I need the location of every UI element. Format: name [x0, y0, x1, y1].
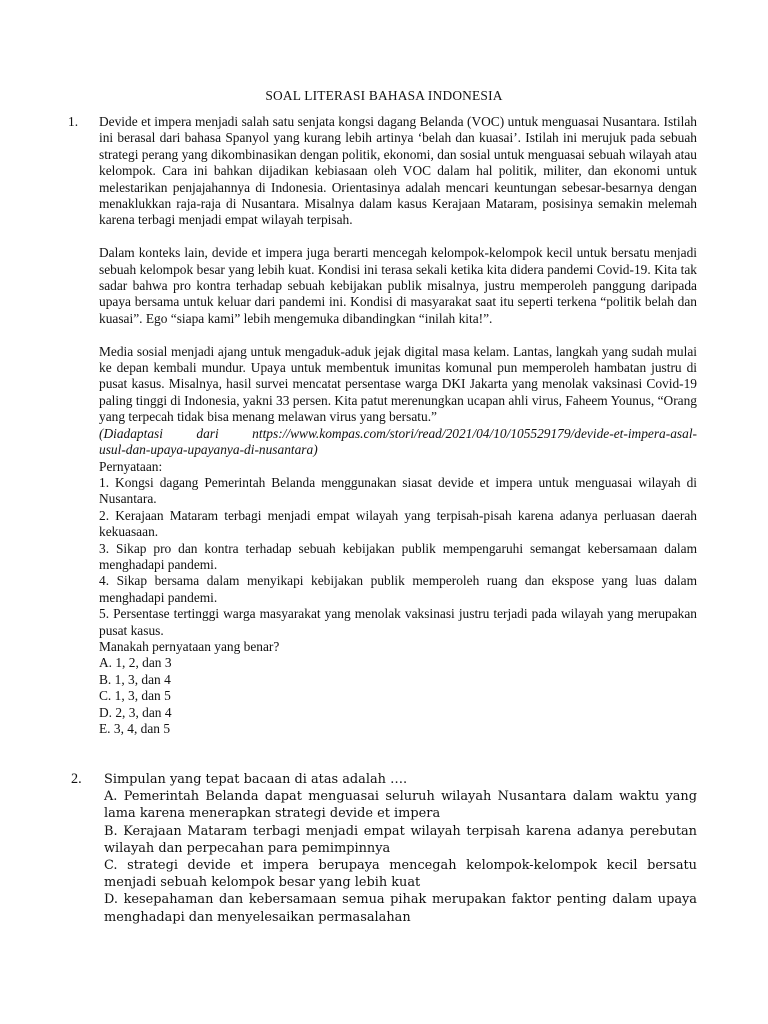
question-1-number: 1. [68, 114, 79, 129]
option-e: E. 3, 4, dan 5 [99, 721, 171, 736]
statement-3: 3. Sikap pro dan kontra terhadap sebuah kebijakan publik mempengaruhi semangat kebersamaan dalam menghadapi pandemi. [99, 540, 697, 572]
statement-5: 5. Persentase tertinggi warga masyarakat yang menolak vaksinasi justru terjadi pada wilayah yang merupakan pusat kasus. [99, 606, 697, 638]
source-citation-line-2: usul-dan-upaya-upayanya-di-nusantara) [99, 442, 318, 458]
question-2-number: 2. [71, 771, 82, 787]
statements-label: Pernyataan: [99, 458, 163, 474]
reading-paragraph-3: Media sosial menjadi ajang untuk mengaduk-aduk jejak digital masa kelam. Lantas, langkah yang sudah mulai ke depan kembali mundur. Upaya untuk membentuk imunitas komunal pun memperoleh hambatan justru di pusat kasus. Misalnya, hasil survei mencatat persentase warga DKI Jakarta yang menolak vaksinasi Covid-19 paling tinggi di Indonesia, yakni 33 persen. Kita patut merenungkan ucapan ahli virus, Faheem Younus, “Orang yang terpecah tidak bisa menang melawan virus yang bersatu.” [99, 343, 697, 425]
statement-2: 2. Kerajaan Mataram terbagi menjadi empat wilayah yang terpisah-pisah karena adanya perluasan daerah kekuasaan. [99, 507, 697, 540]
question-2 [104, 771, 697, 926]
question-1 [99, 114, 697, 737]
question-2-prompt: Simpulan yang tepat bacaan di atas adalah …. [104, 772, 408, 787]
q2-option-a: A. Pemerintah Belanda dapat menguasai seluruh wilayah Nusantara dalam waktu yang lama karena menerapkan strategi devide et impera [104, 789, 697, 822]
q2-option-d: D. kesepahaman dan kebersamaan semua pihak merupakan faktor penting dalam upaya menghadapi dan menyelesaikan permasalahan [104, 892, 697, 925]
reading-paragraph-1: Devide et impera menjadi salah satu senjata kongsi dagang Belanda (VOC) untuk menguasai Nusantara. Istilah ini berasal dari bahasa Spanyol yang kurang lebih artinya ‘belah dan kuasai’. Istilah ini merujuk pada sebuah strategi perang yang dikombinasikan dengan politik, ekonomi, dan sosial untuk menguasai sebuah wilayah atau kelompok. Cara ini bahkan dijadikan kebiasaan oleh VOC dalam hal politik, militer, dan ekonomi untuk melestarikan penjajahannya di Indonesia. Orientasinya adalah mencari keuntungan sebesar-besarnya dengan menaklukkan raja-raja di Nusantara. Misalnya dalam kasus Kerajaan Mataram, posisinya semakin melemah karena terbagi menjadi empat wilayah terpisah. [99, 114, 697, 228]
reading-paragraph-2: Dalam konteks lain, devide et impera juga berarti mencegah kelompok-kelompok kecil untuk bersatu menjadi sebuah kelompok besar yang lebih kuat. Kondisi ini terasa sekali ketika kita didera pandemi Covid-19. Kita tak sadar bahwa pro kontra terhadap sebuah kebijakan publik misalnya, justru memperoleh panggung daripada upaya bersama untuk keluar dari pandemi ini. Kondisi di masyarakat saat itu seperti terkena “politik belah dan kuasai”. Ego “siapa kami” lebih mengemuka dibandingkan “inilah kita!”. [99, 245, 697, 326]
statement-4: 4. Sikap bersama dalam menyikapi kebijakan publik memperoleh ruang dan ekspose yang luas dalam menghadapi pandemi. [99, 573, 697, 605]
option-c: C. 1, 3, dan 5 [99, 688, 171, 704]
option-b: B. 1, 3, dan 4 [99, 671, 171, 687]
page-title: SOAL LITERASI BAHASA INDONESIA [265, 88, 503, 103]
option-d: D. 2, 3, dan 4 [99, 704, 172, 720]
option-a: A. 1, 2, dan 3 [99, 655, 172, 671]
q2-option-b: B. Kerajaan Mataram terbagi menjadi empat wilayah terpisah karena adanya perebutan wilayah dan perpecahan para pemimpinnya [104, 823, 697, 856]
q2-option-c: C. strategi devide et impera berupaya mencegah kelompok-kelompok kecil bersatu menjadi sebuah kelompok besar yang lebih kuat [104, 858, 697, 891]
statement-1: 1. Kongsi dagang Pemerintah Belanda menggunakan siasat devide et impera untuk menguasai wilayah di Nusantara. [99, 474, 697, 507]
source-citation-line-1: (Diadaptasi dari nttps://www.kompas.com/stori/read/2021/04/10/105529179/devide-et-impera-asal- [99, 425, 697, 441]
question-1-prompt: Manakah pernyataan yang benar? [99, 638, 280, 654]
